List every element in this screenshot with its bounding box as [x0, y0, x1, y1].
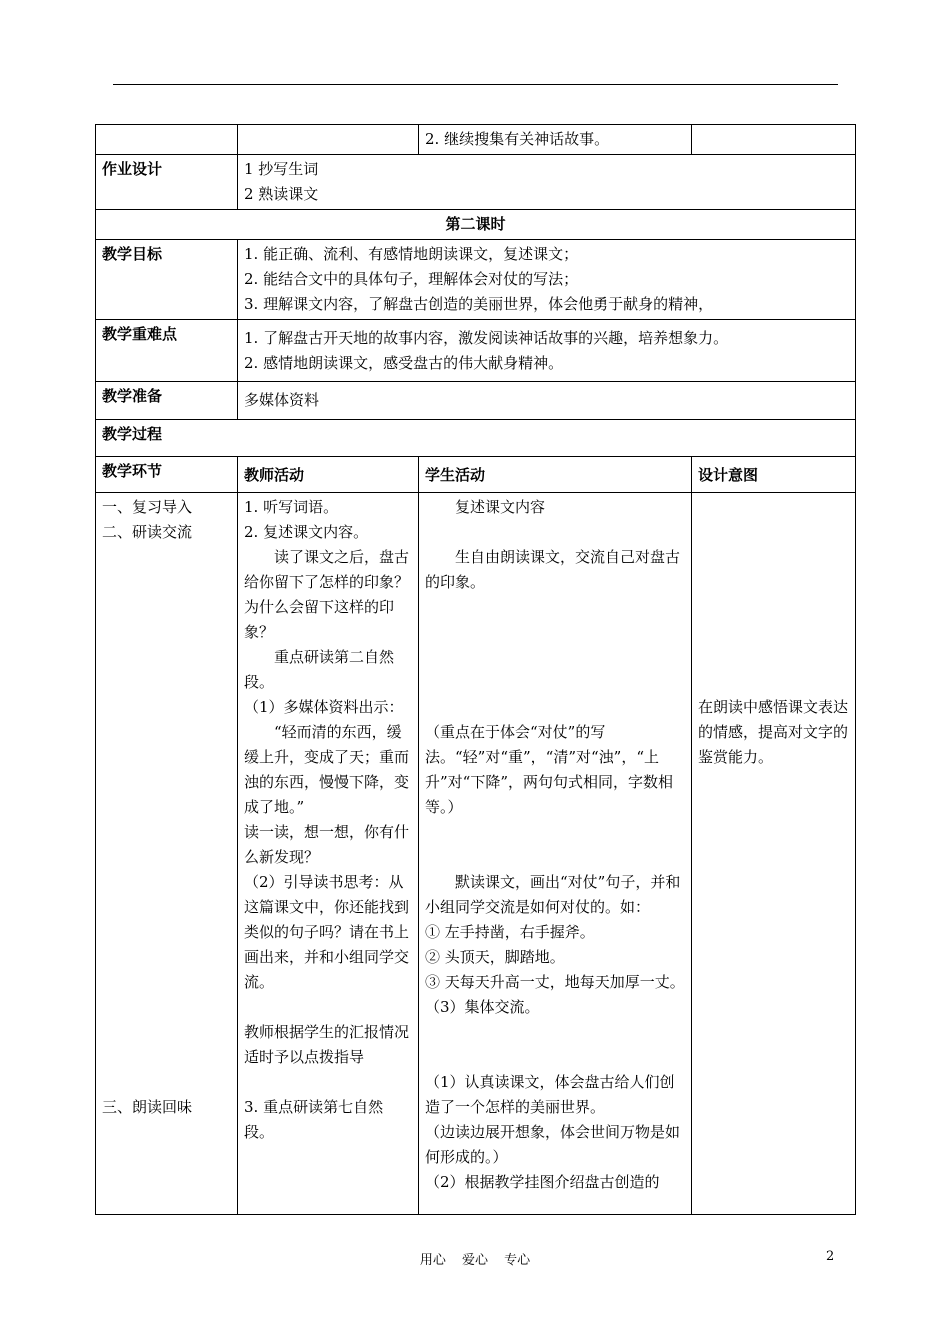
- table-row: [96, 382, 856, 420]
- teacher-step: 读了课文之后，盘古给你留下了怎样的印象？为什么会留下这样的印象？: [244, 548, 410, 641]
- footer-motto: 用心 爱心 专心: [419, 1253, 531, 1268]
- column-header-intent: 设计意图: [692, 457, 856, 493]
- teacher-step: （2）引导读书思考：从这篇课文中，你还能找到类似的句子吗？请在书上画出来，并和小组同学交流。: [244, 873, 410, 991]
- student-step: （边读边展开想象，体会世间万物是如何形成的。）: [425, 1123, 681, 1166]
- student-activity-cell: [419, 493, 692, 1215]
- preparation-label: 教学准备: [96, 382, 238, 420]
- teacher-step: 教师根据学生的汇报情况适时予以点拨指导: [244, 1023, 410, 1066]
- homework-label: 作业设计: [96, 155, 238, 210]
- student-step: （2）根据教学挂图介绍盘古创造的: [425, 1173, 660, 1191]
- page-number: 2: [826, 1249, 835, 1264]
- process-label: 教学过程: [96, 420, 856, 457]
- column-header-stage: 教学环节: [96, 457, 238, 493]
- goal-item: 3. 理解课文内容，了解盘古创造的美丽世界，体会他勇于献身的精神，: [244, 295, 714, 313]
- teacher-step: （1）多媒体资料出示：: [244, 698, 404, 716]
- student-step: 复述课文内容: [455, 498, 546, 516]
- goals-label: 教学目标: [96, 240, 238, 320]
- key-point-item: 1. 了解盘古开天地的故事内容，激发阅读神话故事的兴趣，培养想象力。: [244, 329, 729, 347]
- goals-content: [238, 240, 856, 320]
- student-step: 生自由朗读课文，交流自己对盘古的印象。: [425, 548, 681, 591]
- empty-cell: [692, 125, 856, 155]
- teacher-step: “轻而清的东西，缓缓上升，变成了天；重而浊的东西，慢慢下降，变成了地。”: [244, 723, 410, 816]
- student-step: （1）认真读课文，体会盘古给人们创造了一个怎样的美丽世界。: [425, 1073, 675, 1116]
- lesson-title: 第二课时: [96, 210, 856, 240]
- lesson-plan-table: [95, 124, 856, 1215]
- preparation-value: 多媒体资料: [238, 382, 856, 420]
- table-row: [96, 240, 856, 320]
- spacer: [244, 995, 412, 1020]
- table-row: [96, 493, 856, 1215]
- teacher-activity-cell: [238, 493, 419, 1215]
- student-step: ② 头顶天，脚踏地。: [425, 948, 565, 966]
- design-intent: 在朗读中感悟课文表达的情感，提高对文字的鉴赏能力。: [698, 698, 849, 766]
- goal-item: 2. 能结合文中的具体句子，理解体会对仗的写法；: [244, 270, 579, 288]
- student-step: （3）集体交流。: [425, 998, 540, 1016]
- empty-cell: [238, 125, 419, 155]
- stage-item: 三、朗读回味: [102, 1098, 193, 1116]
- table-row: [96, 420, 856, 457]
- goal-item: 1. 能正确、流利、有感情地朗读课文，复述课文；: [244, 245, 579, 263]
- table-row: [96, 457, 856, 493]
- header-rule: [113, 84, 838, 85]
- table-row: [96, 320, 856, 382]
- teacher-step: 1. 听写词语。: [244, 498, 339, 516]
- table-row: [96, 210, 856, 240]
- key-points-label: 教学重难点: [96, 320, 238, 382]
- teacher-step: 3. 重点研读第七自然段。: [244, 1098, 384, 1141]
- stage-cell: [96, 493, 238, 1215]
- student-step: （重点在于体会“对仗”的写法。“轻”对“重”，“清”对“浊”，“上升”对“下降”，两句句式相同，字数相等。）: [425, 723, 674, 816]
- column-header-teacher: 教师活动: [238, 457, 419, 493]
- stage-item: 一、复习导入: [102, 498, 193, 516]
- key-points-content: [238, 320, 856, 382]
- homework-item: 1 抄写生词: [244, 160, 319, 178]
- student-step: ③ 天每天升高一丈，地每天加厚一丈。: [425, 973, 685, 991]
- table-row: [96, 125, 856, 155]
- homework-content: [238, 155, 856, 210]
- table-row: [96, 155, 856, 210]
- empty-cell: [96, 125, 238, 155]
- homework-item: 2 熟读课文: [244, 185, 319, 203]
- teacher-step: 读一读，想一想，你有什么新发现？: [244, 823, 410, 866]
- student-step: ① 左手持凿，右手握斧。: [425, 923, 595, 941]
- student-step: 默读课文，画出“对仗”句子，并和小组同学交流是如何对仗的。如：: [425, 873, 681, 916]
- spacer: [425, 520, 685, 545]
- stage-item: 二、研读交流: [102, 523, 193, 541]
- column-header-student: 学生活动: [419, 457, 692, 493]
- teacher-step: 2. 复述课文内容。: [244, 523, 369, 541]
- key-point-item: 2. 感情地朗读课文，感受盘古的伟大献身精神。: [244, 354, 564, 372]
- homework-extension-cell: 2. 继续搜集有关神话故事。: [419, 125, 692, 155]
- design-intent-cell: [692, 493, 856, 1215]
- teacher-step: 重点研读第二自然段。: [244, 648, 395, 691]
